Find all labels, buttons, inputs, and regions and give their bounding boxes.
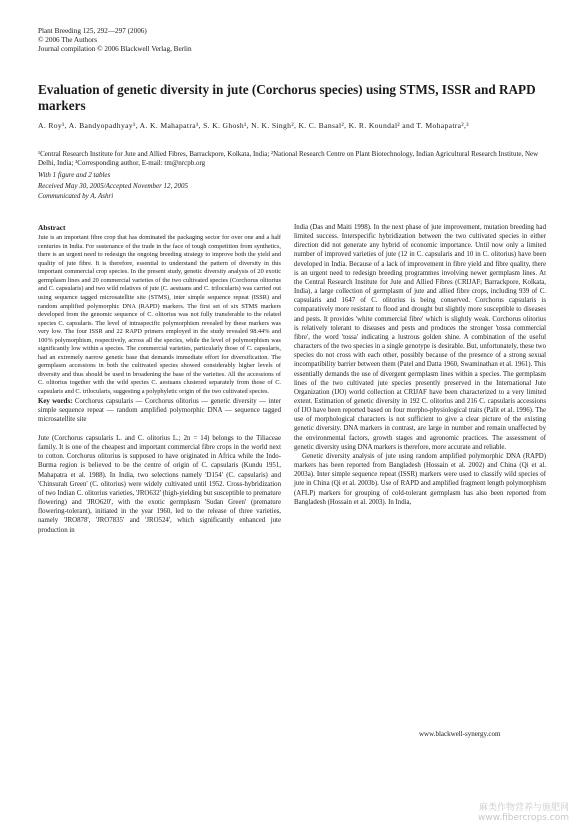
compilation-line: Journal compilation © 2006 Blackwell Verlag, Berlin bbox=[38, 45, 192, 54]
affiliations: ¹Central Research Institute for Jute and Allied Fibres, Barrackpore, Kolkata, India; ²National Research Centre on Plant Biotechnology, Indian Agricultural Research Institute, New Delhi, India; ³Corresponding author, E-mail: tm@nrcpb.org bbox=[38, 150, 539, 167]
received-accepted-dates: Received May 30, 2005/Accepted November 12, 2005 bbox=[38, 181, 189, 190]
keywords-label: Key words: bbox=[38, 397, 73, 405]
figures-note: With 1 figure and 2 tables bbox=[38, 171, 111, 179]
communicated-by: Communicated by A. Ashri bbox=[38, 192, 114, 201]
introduction-paragraph-continued: India (Das and Maiti 1998). In the next phase of jute improvement, mutation breeding had limited success. Interspecific hybridization between the two cultivated species in either direction did not generate any hybrid of economic importance. Until now only a limited number of improved varieties of jute (12 in C. capsularis and 10 in C. olitorius) have been developed in India. Because of a lack of improvement in fibre yield and fibre quality, there is an urgent need to redesign breeding programmes involving newer germplasm lines. At the Central Research Institute for Jute and Allied Fibres (CRIJAF; Barrackpore, Kolkata, India), a large collection of germplasm of jute and allied fibre crops, including 939 of C. capsularis and 1647 of C. olitorius is being conserved. Corchorus capsularis is comparatively more resistant to flood and drought but slightly more susceptible to diseases and pests. It provides 'white commercial fibre' which is slightly weak. Corchorus olitorius is relatively tolerant to diseases and pests and produces the stronger 'tossa commercial fibre', the word 'tossa' indicating a lustrous golden shine. A combination of the useful characters of the two species in a single genotype is desirable. But, unfortunately, these two species do not cross with each other, possibly because of the presence of a strong sexual incompatibility barrier between them (Patel and Datta 1960, Swaminathan et al. 1961). This essentially demands the use of divergent germplasm lines within a species. The germplasm lines of the two cultivated jute species presently preserved in the International Jute Organization (IJO) world collection at CRIJAF have been characterized to a very limited extent. Estimation of genetic diversity in 192 C. olitorius and 216 C. capsularis accessions of IJO have been reported based on four morpho-physiological traits (Palit et al. 1996). The use of morphological characters is not sufficient to give a clear picture of the existing genetic diversity. DNA markers in contrast, are large in number and remain unaffected by the environmental factors, growth stages and agronomic practices. The assessment of genetic diversity using DNA markers is therefore, more accurate and reliable. bbox=[294, 224, 546, 451]
abstract-heading: Abstract bbox=[38, 223, 66, 232]
left-column bbox=[38, 223, 281, 535]
keywords bbox=[38, 397, 281, 424]
watermark-url: www.fibercrops.com bbox=[478, 813, 569, 823]
watermark-chinese: 麻类作物营养与施肥网 bbox=[478, 803, 569, 813]
introduction-paragraph: Jute (Corchorus capsularis L. and C. olitorius L.; 2n = 14) belongs to the Tiliaceae family. It is one of the cheapest and important commercial fibre crops in the world next to cotton. Corchorus olitorius is supposed to have originated in Africa while the Indo-Burma region is believed to be the centre of origin of C. capsularis (Kundu 1951, Mahapatra et al. 1988). In India, two selections namely 'D154' (C. capsularis) and 'Chinsurah Green' (C. olitorius) were widely cultivated until 1952. Cross-hybridization of two Indian C. olitorius varieties, 'JRO632' (high-yielding but susceptible to premature flowering) and 'JRO620', with the exotic germplasm 'Sudan Green' (premature flowering-tolerant), initiated in the year 1960, led to the release of three varieties, namely 'JRO878', 'JRO7835' and 'JRO524', which significantly enhanced jute production in bbox=[38, 435, 281, 534]
abstract-body: Jute is an important fibre crop that has dominated the packaging sector for over one and a half centuries in India. For sustenance of the trade in the face of tough competition from synthetics, there is an urgent need to redesign the ongoing breeding strategy to improve both the yield and quality of jute fibre. It is therefore, essential to understand the pattern of diversity in this important commercial crop species. In the present study, genetic diversity analysis of 20 exotic germplasm lines and 20 commercial varieties of the two cultivated species (Corchorus olitorius and C. capsularis) and two wild relatives of jute (C. aestuans and C. trilocularis) was carried out using sequence tagged microsatellite site (STMS), inter simple sequence repeat (ISSR) and random amplified polymorphic DNA (RAPD) markers. The first set of six STMS markers developed from the genomic sequence of C. olitorius was not fully transferable to the related species C. capsularis. The level of intraspecific polymorphism revealed by these markers was very low. The four ISSR and 22 RAPD primers employed in the study revealed 98.44% and 100% polymorphism, respectively, across all the species, while the level of polymorphism was significantly low within a species. The commercial varieties, particularly those of C. capsularis, had an extremely narrow genetic base that demands immediate effort for diversification. The germplasm accessions in both the cultivated species showed considerably higher levels of diversity and thus should be used in broadening the base of the varieties. All the accessions of C. olitorius together with the wild species C. aestuans clustered separately from those of C. capsularis and C. trilocularis, suggesting a polyphyletic origin of the two cultivated species. bbox=[38, 234, 281, 395]
copyright-line: © 2006 The Authors bbox=[38, 36, 98, 45]
right-column bbox=[294, 223, 546, 507]
keywords-text: Corchorus capsularis — Corchorus olitorius — genetic diversity — inter simple sequence repeat — random amplified polymorphic DNA — sequence tagged microsatellite site bbox=[38, 397, 281, 423]
watermark bbox=[478, 803, 569, 823]
introduction-paragraph-markers: Genetic diversity analysis of jute using random amplified polymorphic DNA (RAPD) markers has been reported from Bangladesh (Hossain et al. 2002) and China (Qi et al. 2003a). Inter simple sequence repeat (ISSR) markers were used to classify wild species of jute in China (Qi et al. 2003b). Use of RAPD and amplified fragment length polymorphism (AFLP) markers for grouping of cold-tolerant germplasm has also been reported from Bangladesh (Hossain et al. 2003). In India, bbox=[294, 452, 546, 506]
author-list: A. Roy¹, A. Bandyopadhyay¹, A. K. Mahapatra¹, S. K. Ghosh¹, N. K. Singh², K. C. Bansal², K. R. Koundal² and T. Mohapatra²,³ bbox=[38, 121, 469, 130]
article-meta bbox=[38, 170, 550, 202]
journal-header bbox=[38, 27, 192, 55]
publisher-website[interactable]: www.blackwell-synergy.com bbox=[419, 730, 501, 738]
article-title: Evaluation of genetic diversity in jute (Corchorus species) using STMS, ISSR and RAPD markers bbox=[38, 82, 536, 113]
journal-citation: Plant Breeding 125, 292—297 (2006) bbox=[38, 27, 147, 35]
